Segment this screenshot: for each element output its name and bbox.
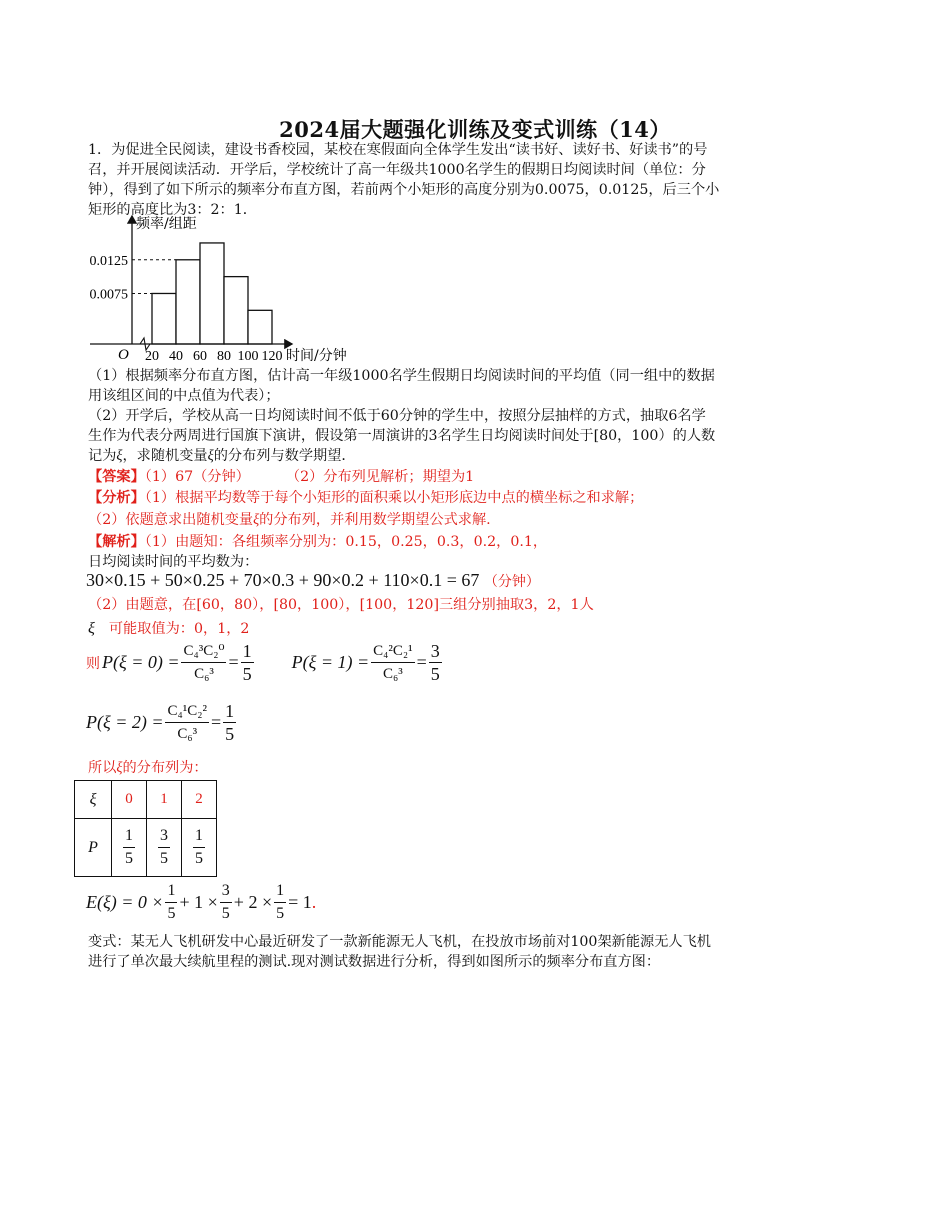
histogram-bar-100-120 (248, 310, 272, 344)
table-cell-prob: $\frac{1}{5}$ (182, 819, 217, 877)
mean-calculation (86, 570, 540, 591)
table-cell-prob: $\frac{3}{5}$ (147, 819, 182, 877)
solution-intro (88, 532, 816, 572)
analysis-label: 【分析】 (88, 490, 145, 506)
question-1-line: 用该组区间的中点值为代表）； (88, 388, 280, 404)
table-row (75, 781, 217, 819)
problem-line: 矩形的高度比为3：2：1． (88, 202, 257, 218)
xi-symbol: ξ (116, 448, 123, 464)
answer-part-2: （2）分布列见解析；期望为1 (285, 469, 475, 485)
p1-value: $\frac{3}{5}$ (430, 641, 440, 684)
expectation-lhs: E(ξ) = 0 × (86, 892, 164, 912)
x-tick-label: 100 (237, 349, 259, 364)
question-2-line: （2）开学后，学校从高一日均阅读时间不低于60分钟的学生中，按照分层抽样的方式，抽取6名学 (88, 408, 706, 424)
p0-value: $\frac{1}{5}$ (242, 641, 252, 684)
question-2-line: 生作为代表分两周进行国旗下演讲，假设第一周演讲的3名学生日均阅读时间处于[80，100）的人数 (88, 428, 716, 444)
table-cell-value: 0 (112, 781, 147, 819)
distribution-intro: 所以ξ的分布列为： (88, 760, 208, 776)
p0-lhs: P(ξ = 0) = (102, 652, 180, 672)
problem-line: 1．为促进全民阅读，建设书香校园，某校在寒假面向全体学生发出“读书好、读好书、好读书”的号 (88, 142, 708, 158)
xi-symbol: ξ (207, 448, 214, 464)
solution-label: 【解析】 (88, 534, 145, 550)
solution-line: （1）由题知：各组频率分别为：0.15，0.25，0.3，0.2，0.1， (144, 534, 548, 550)
x-tick-label: 60 (193, 349, 207, 364)
problem-line: 召，并开展阅读活动．开学后，学校统计了高一年级共1000名学生的假期日均阅读时间（单位：分 (88, 162, 706, 178)
variant-line: 变式：某无人飞机研发中心最近研发了一款新能源无人飞机，在投放市场前对100架新能源无人飞机 (88, 934, 711, 950)
frequency-histogram (80, 212, 380, 368)
solution-line: 日均阅读时间的平均数为： (88, 554, 259, 570)
x-tick-label: 40 (169, 349, 183, 364)
histogram-bar-80-100 (224, 277, 248, 344)
mean-expression: 30×0.15 + 50×0.25 + 70×0.3 + 90×0.2 + 110×0.1 = 67 (86, 570, 480, 590)
y-tick-label: 0.0075 (89, 287, 128, 303)
y-tick-label: 0.0125 (89, 253, 128, 269)
table-header-xi: ξ (75, 781, 112, 819)
variant-problem (88, 932, 816, 972)
answer-label: 【答案】 (88, 469, 145, 485)
table-header-p: P (75, 819, 112, 877)
page-title: 2024届大题强化训练及变式训练（14） (279, 117, 671, 142)
expectation-formula: E(ξ) = 0 × $\frac{1}{5}$ + 1 × $\frac{3}{5}$ + 2 × $\frac{1}{5}$ = 1 . (86, 880, 316, 925)
x-tick-label: 20 (145, 349, 159, 364)
probability-row-1: 则 P(ξ = 0) = $\frac{\text{C₄³C₂⁰}}{\text{C₆³}}$ = $\frac{1}{5}$ P(ξ = 1) = $\frac{\text{C₄²C₂¹}}{\text{C₆³}}$ = $\frac{3}{5}$ (86, 641, 440, 684)
expectation-term: $\frac{1}{5}$ (276, 882, 285, 922)
histogram-bar-40-60 (176, 260, 200, 344)
xi-symbol: ξ (116, 760, 123, 776)
probability-row-2: P(ξ = 2) = $\frac{\text{C₄¹C₂²}}{\text{C₆³}}$ = $\frac{1}{5}$ (86, 701, 235, 744)
histogram-bar-20-40 (152, 293, 176, 344)
xi-symbol: ξ (253, 512, 260, 528)
analysis-line: （1）根据平均数等于每个小矩形的面积乘以小矩形底边中点的横坐标之和求解； (144, 490, 644, 506)
problem-line: 钟），得到了如下所示的频率分布直方图，若前两个小矩形的高度分别为0.0075，0.0125，后三个小 (88, 182, 720, 198)
p2-lhs: P(ξ = 2) = (86, 712, 164, 732)
answer-part-1: （1）67（分钟） (144, 469, 250, 485)
then-label: 则 (86, 655, 100, 672)
histogram-bar-60-80 (200, 243, 224, 344)
distribution-table (74, 780, 217, 877)
question-1-line: （1）根据频率分布直方图，估计高一年级1000名学生假期日均阅读时间的平均值（同一组中的数据 (88, 368, 715, 384)
questions (88, 366, 816, 466)
table-row (75, 819, 217, 877)
x-axis-label: 时间/分钟 (286, 348, 347, 364)
answer-line (88, 467, 816, 487)
problem-statement (88, 140, 816, 220)
x-tick-label: 120 (261, 349, 283, 364)
expectation-term: $\frac{3}{5}$ (221, 882, 230, 922)
expectation-term: $\frac{1}{5}$ (167, 882, 176, 922)
p2-fraction: $\frac{\text{C₄¹C₂²}}{\text{C₆³}}$ (165, 700, 208, 745)
p1-fraction: $\frac{\text{C₄²C₂¹}}{\text{C₆³}}$ (371, 640, 414, 685)
y-axis-label: 频率/组距 (136, 216, 197, 232)
p0-fraction: $\frac{\text{C₄³C₂⁰}}{\text{C₆³}}$ (181, 640, 226, 685)
solution-line: （2）由题意，在[60，80），[80，100），[100，120]三组分别抽取3，2，1人 (88, 597, 594, 613)
origin-label: O (118, 347, 129, 363)
x-tick-label: 80 (217, 349, 231, 364)
p2-value: $\frac{1}{5}$ (225, 701, 235, 744)
mean-unit: （分钟） (483, 574, 540, 590)
question-2-line: 记为ξ，求随机变量ξ的分布列与数学期望． (88, 448, 356, 464)
solution-values-line: ξ 可能取值为：0，1，2 (88, 620, 250, 637)
table-cell-prob: $\frac{1}{5}$ (112, 819, 147, 877)
xi-symbol: ξ (88, 620, 95, 637)
variant-line: 进行了单次最大续航里程的测试.现对测试数据进行分析，得到如图所示的频率分布直方图： (88, 954, 661, 970)
p1-lhs: P(ξ = 1) = (291, 652, 370, 672)
table-cell-value: 1 (147, 781, 182, 819)
table-cell-value: 2 (182, 781, 217, 819)
analysis: 【分析】（1）根据平均数等于每个小矩形的面积乘以小矩形底边中点的横坐标之和求解； （2）依题意求出随机变量ξ的分布列，并利用数学期望公式求解. (88, 490, 644, 528)
